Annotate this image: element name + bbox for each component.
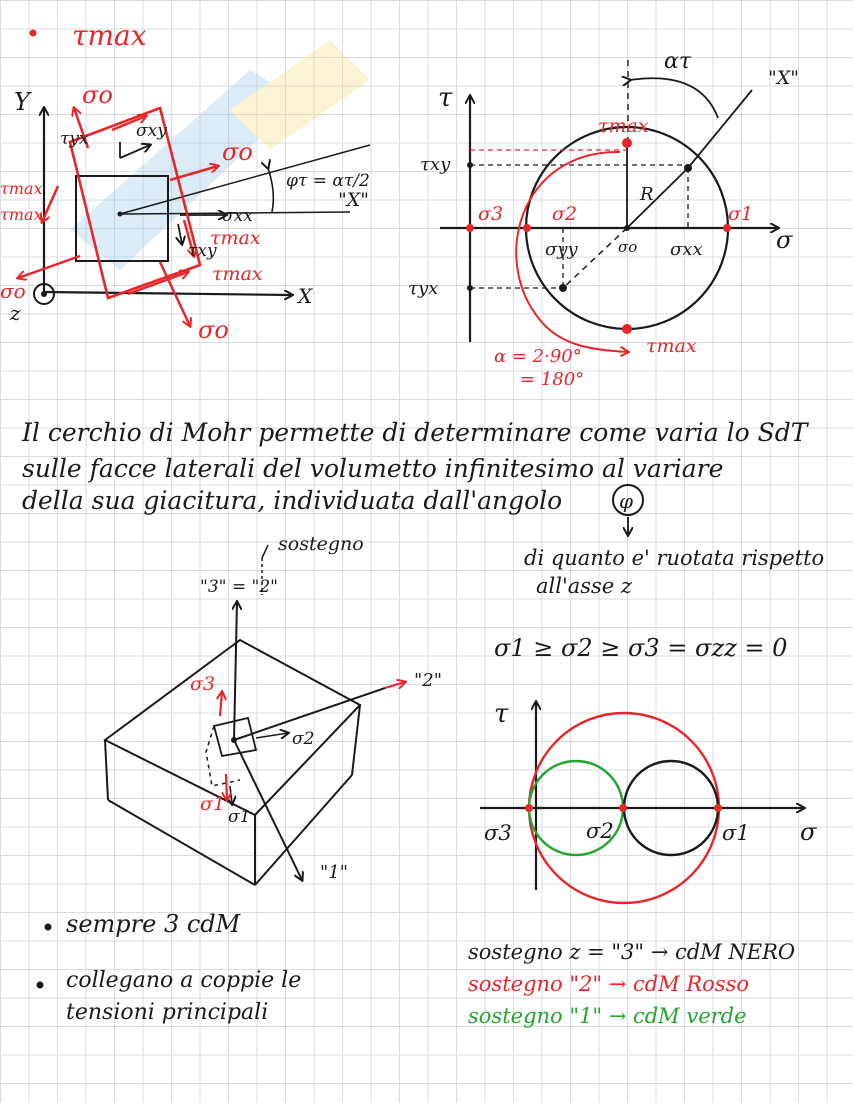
tau-max-right: τmax <box>210 227 261 249</box>
slab-sigma1-black: σ1 <box>228 807 251 827</box>
axis-sigma-label: σ <box>776 226 793 254</box>
x-direction-label-2: "X" <box>768 67 800 89</box>
mohr-circle-figure <box>408 49 799 390</box>
alpha-tau-label: ατ <box>664 49 692 74</box>
slab-figure <box>105 533 442 885</box>
phi-symbol-group <box>613 485 643 535</box>
principal-stress-inequality: σ1 ≥ σ2 ≥ σ3 = σzz = 0 <box>494 634 788 662</box>
legend-green: sostegno "1" → cdM verde <box>468 1004 747 1028</box>
sigma3-label-2: σ3 <box>484 821 512 845</box>
axis-1-label: "1" <box>320 862 349 883</box>
axis-tau-label-2: τ <box>494 699 509 729</box>
x-direction-label: "X" <box>338 189 370 211</box>
axis-z-label: z <box>10 301 21 325</box>
sigma-o-bottom: σo <box>198 316 229 344</box>
bullet-dot-2 <box>37 982 44 989</box>
note-line-2: all'asse z <box>536 574 632 598</box>
tau-yx-label: τyx <box>60 129 89 149</box>
three-mohr-circles-figure <box>480 699 817 903</box>
sigma-o-left: σo <box>0 279 26 303</box>
sigma2-label: σ2 <box>552 203 578 225</box>
legend-red: sostegno "2" → cdM Rosso <box>468 972 750 996</box>
page-title: τmax <box>72 19 147 52</box>
axis-y-label: Y <box>14 88 30 116</box>
bullet-text-2a: collegano a coppie le <box>66 968 302 993</box>
paragraph-line-2: sulle facce laterali del volumetto infinitesimo al variare <box>22 454 724 483</box>
tau-xy-label: τxy <box>188 241 217 261</box>
tau-yx-axis: τyx <box>408 278 439 299</box>
bullet-text-2b: tensioni principali <box>66 1000 269 1025</box>
paragraph-line-1: Il cerchio di Mohr permette di determinare come varia lo SdT <box>22 418 808 447</box>
phi-tau-label: φτ = ατ/2 <box>286 171 370 191</box>
slab-sigma3: σ3 <box>190 673 216 695</box>
sigma-xx-label: σxx <box>222 206 253 226</box>
alpha-equation: α = 2·90° <box>494 346 582 367</box>
bullet-dot-1 <box>45 924 52 931</box>
tau-max-left2: τmax <box>0 205 43 224</box>
note-line-1: di quanto e' ruotata rispetto <box>524 546 825 570</box>
sigma-o-top: σo <box>82 81 113 109</box>
alpha-equation-2: = 180° <box>520 369 585 390</box>
sigma-xy-label: σxy <box>136 121 167 141</box>
tau-xy-axis: τxy <box>420 154 451 175</box>
tau-max-bottom: τmax <box>212 263 263 285</box>
sigma-xx-axis: σxx <box>670 239 703 260</box>
axis-tau-label: τ <box>438 83 453 113</box>
axis-2-label: "2" <box>414 670 443 691</box>
axis-sigma-label-2: σ <box>800 818 817 846</box>
sigma2-label-2: σ2 <box>586 819 614 843</box>
sigma1-label: σ1 <box>728 203 754 225</box>
legend-black: sostegno z = "3" → cdM NERO <box>468 940 796 964</box>
sigma-o-center: σo <box>618 238 638 256</box>
paragraph-line-3: della sua giacitura, individuata dall'angolo <box>22 486 563 515</box>
slab-sigma1-red: σ1 <box>200 793 226 815</box>
phi-symbol: φ <box>619 489 634 513</box>
title-bullet <box>30 30 37 37</box>
bullet-text-1: sempre 3 cdM <box>66 910 241 938</box>
slab-sigma2: σ2 <box>292 729 315 749</box>
support-label: sostegno <box>278 533 364 555</box>
tau-max-top: τmax <box>598 115 649 137</box>
stress-element-figure <box>0 81 370 344</box>
sigma1-label-2: σ1 <box>722 821 750 845</box>
sigma-o-right: σo <box>222 138 253 166</box>
tau-max-bottom-2: τmax <box>646 335 697 357</box>
axis-x-label: X <box>298 284 313 308</box>
axis-32-label: "3" = "2" <box>200 577 278 597</box>
sigma3-label: σ3 <box>478 203 504 225</box>
sigma-yy-label: σyy <box>545 239 578 260</box>
tau-max-left1: τmax <box>0 179 43 198</box>
radius-label: R <box>640 184 654 205</box>
